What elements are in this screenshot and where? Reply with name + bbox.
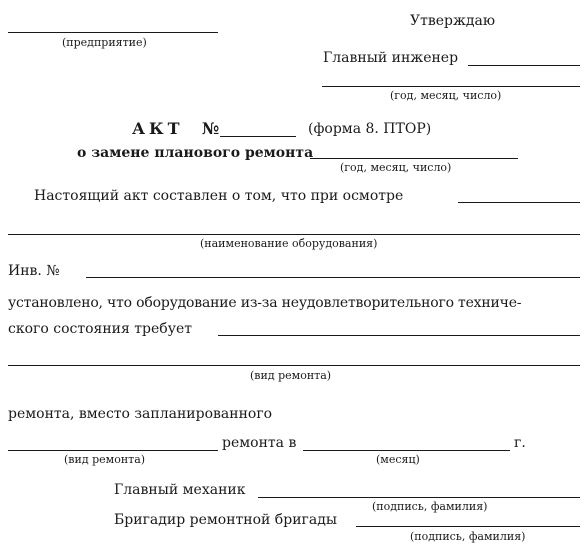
month-caption: (месяц) <box>376 453 420 466</box>
month-line[interactable] <box>303 450 510 451</box>
chief-mechanic-line[interactable] <box>258 497 580 498</box>
act-title: АКТ <box>132 119 184 138</box>
established-line1: установлено, что оборудование из-за неудовлетворительного техниче- <box>8 295 522 311</box>
equipment-caption: (наименование оборудования) <box>200 237 378 250</box>
approval-date-line[interactable] <box>322 86 580 87</box>
repair-type-line[interactable] <box>8 365 580 366</box>
intro-text: Настоящий акт составлен о том, что при осмотре <box>34 188 404 204</box>
repair-type-caption-2: (вид ремонта) <box>64 453 146 466</box>
brigadier-line[interactable] <box>356 526 580 527</box>
instead-text: ремонта, вместо запланированного <box>8 406 273 422</box>
number-sign: № <box>202 119 220 138</box>
year-suffix: г. <box>514 435 526 451</box>
repair-in-label: ремонта в <box>222 435 297 451</box>
subject-label: о замене планового ремонта <box>77 145 314 161</box>
inv-line[interactable] <box>86 277 580 278</box>
chief-mechanic-label: Главный механик <box>114 482 246 498</box>
approval-date-caption: (год, месяц, число) <box>390 89 502 102</box>
form-label: (форма 8. ПТОР) <box>308 121 432 137</box>
inv-label: Инв. № <box>8 263 60 279</box>
enterprise-line[interactable] <box>8 32 218 33</box>
chief-engineer-label: Главный инженер <box>323 50 459 66</box>
intro-line[interactable] <box>458 202 580 203</box>
planned-repair-type-line[interactable] <box>8 450 218 451</box>
chief-engineer-line[interactable] <box>468 65 580 66</box>
repair-type-caption: (вид ремонта) <box>250 369 332 382</box>
approve-label: Утверждаю <box>410 13 496 29</box>
enterprise-caption: (предприятие) <box>62 36 147 49</box>
brigadier-label: Бригадир ремонтной бригады <box>114 512 337 528</box>
equipment-line[interactable] <box>8 234 580 235</box>
act-number-line[interactable] <box>220 136 296 137</box>
subject-date-caption: (год, месяц, число) <box>340 161 452 174</box>
brigadier-signature-caption: (подпись, фамилия) <box>410 530 526 543</box>
subject-date-line[interactable] <box>310 158 518 159</box>
chief-mechanic-signature-caption: (подпись, фамилия) <box>372 500 488 513</box>
established-line2: ского состояния требует <box>8 321 192 337</box>
required-repair-line[interactable] <box>218 335 580 336</box>
